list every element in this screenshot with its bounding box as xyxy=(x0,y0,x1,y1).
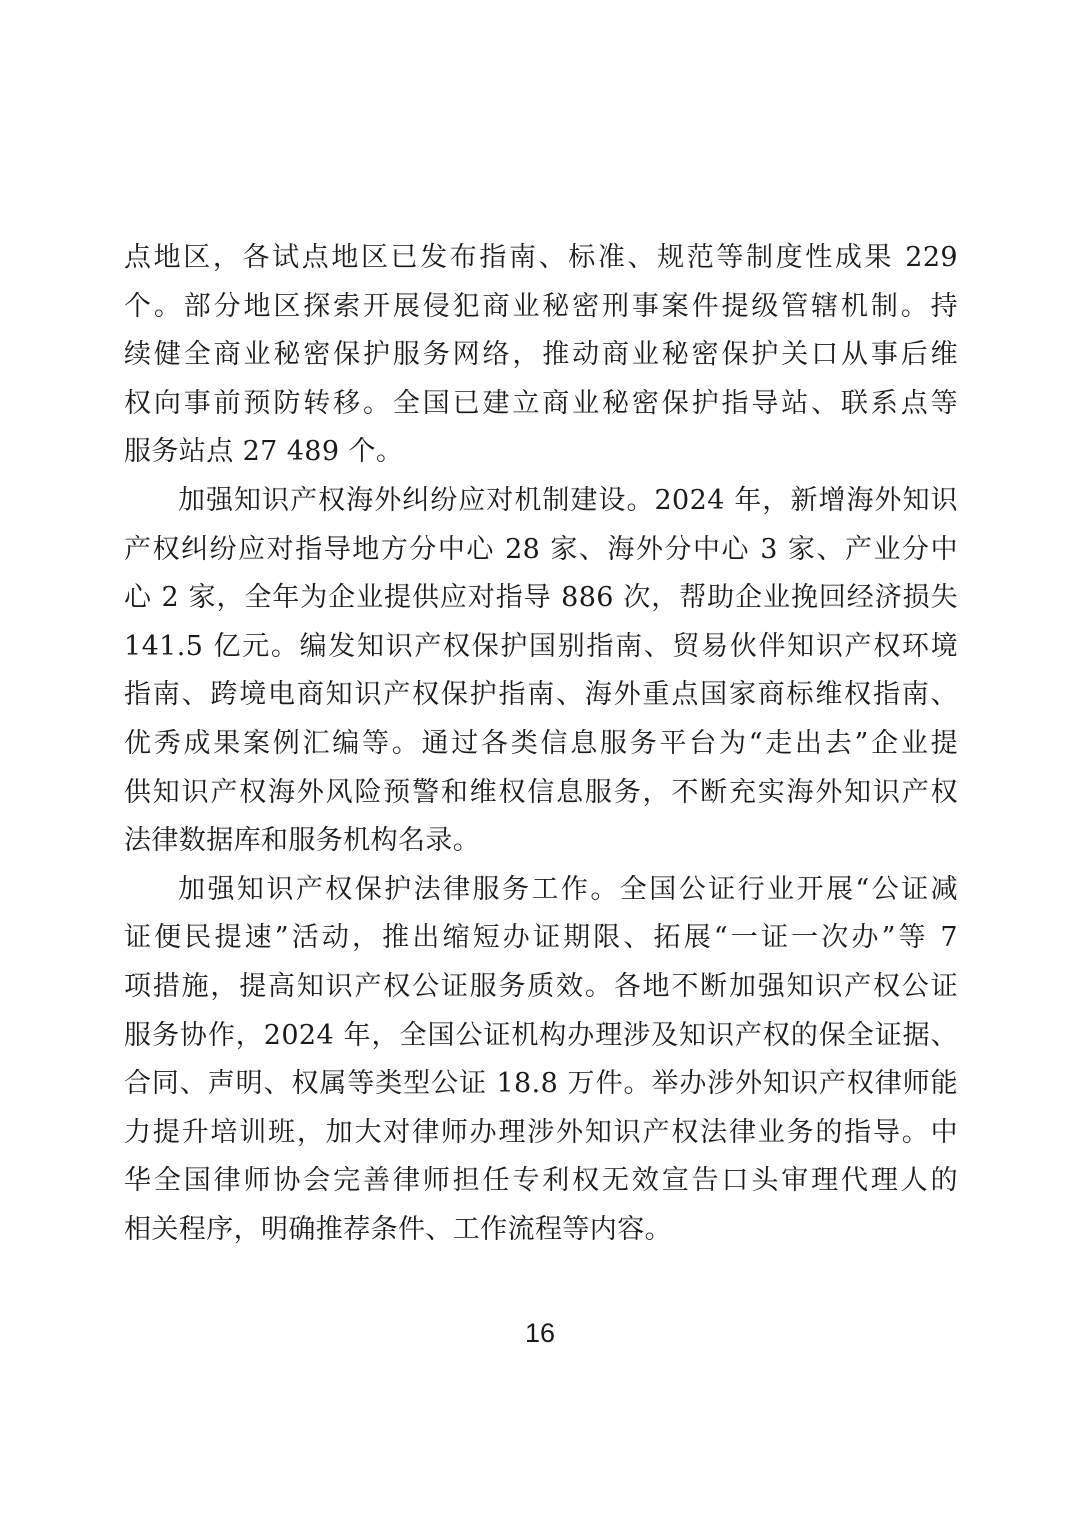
text-line: 指南、跨境电商知识产权保护指南、海外重点国家商标维权指南、 xyxy=(124,679,958,711)
page-number: 16 xyxy=(524,1318,556,1348)
text-line: 优秀成果案例汇编等。通过各类信息服务平台为“走出去”企业提 xyxy=(124,727,958,759)
text-line: 产权纠纷应对指导地方分中心 28 家、海外分中心 3 家、产业分中 xyxy=(124,533,958,565)
text-line: 加强知识产权海外纠纷应对机制建设。2024 年，新增海外知识 xyxy=(178,484,958,516)
text-line: 供知识产权海外风险预警和维权信息服务，不断充实海外知识产权 xyxy=(124,776,958,808)
text-line: 合同、声明、权属等类型公证 18.8 万件。举办涉外知识产权律师能 xyxy=(124,1068,958,1100)
text-line: 华全国律师协会完善律师担任专利权无效宣告口头审理代理人的 xyxy=(124,1165,958,1197)
text-line: 相关程序，明确推荐条件、工作流程等内容。 xyxy=(124,1213,672,1245)
paragraph xyxy=(124,477,958,866)
text-line: 权向事前预防转移。全国已建立商业秘密保护指导站、联系点等 xyxy=(124,387,958,419)
body-text xyxy=(124,234,958,1254)
text-line: 加强知识产权保护法律服务工作。全国公证行业开展“公证减 xyxy=(178,873,958,905)
paragraph xyxy=(124,866,958,1255)
paragraph xyxy=(124,234,958,477)
text-line: 续健全商业秘密保护服务网络，推动商业秘密保护关口从事后维 xyxy=(124,339,958,371)
text-line: 力提升培训班，加大对律师办理涉外知识产权法律业务的指导。中 xyxy=(124,1116,958,1148)
text-line: 证便民提速”活动，推出缩短办证期限、拓展“一证一次办”等 7 xyxy=(124,922,958,954)
text-line: 服务站点 27 489 个。 xyxy=(124,436,404,468)
text-line: 点地区，各试点地区已发布指南、标准、规范等制度性成果 229 xyxy=(124,242,958,273)
text-line: 项措施，提高知识产权公证服务质效。各地不断加强知识产权公证 xyxy=(124,970,958,1002)
text-line: 服务协作，2024 年，全国公证机构办理涉及知识产权的保全证据、 xyxy=(124,1019,958,1051)
text-line: 个。部分地区探索开展侵犯商业秘密刑事案件提级管辖机制。持 xyxy=(124,290,958,322)
text-line: 法律数据库和服务机构名录。 xyxy=(124,825,481,857)
text-line: 心 2 家，全年为企业提供应对指导 886 次，帮助企业挽回经济损失 xyxy=(124,582,958,614)
text-line: 141.5 亿元。编发知识产权保护国别指南、贸易伙伴知识产权环境 xyxy=(124,630,958,662)
